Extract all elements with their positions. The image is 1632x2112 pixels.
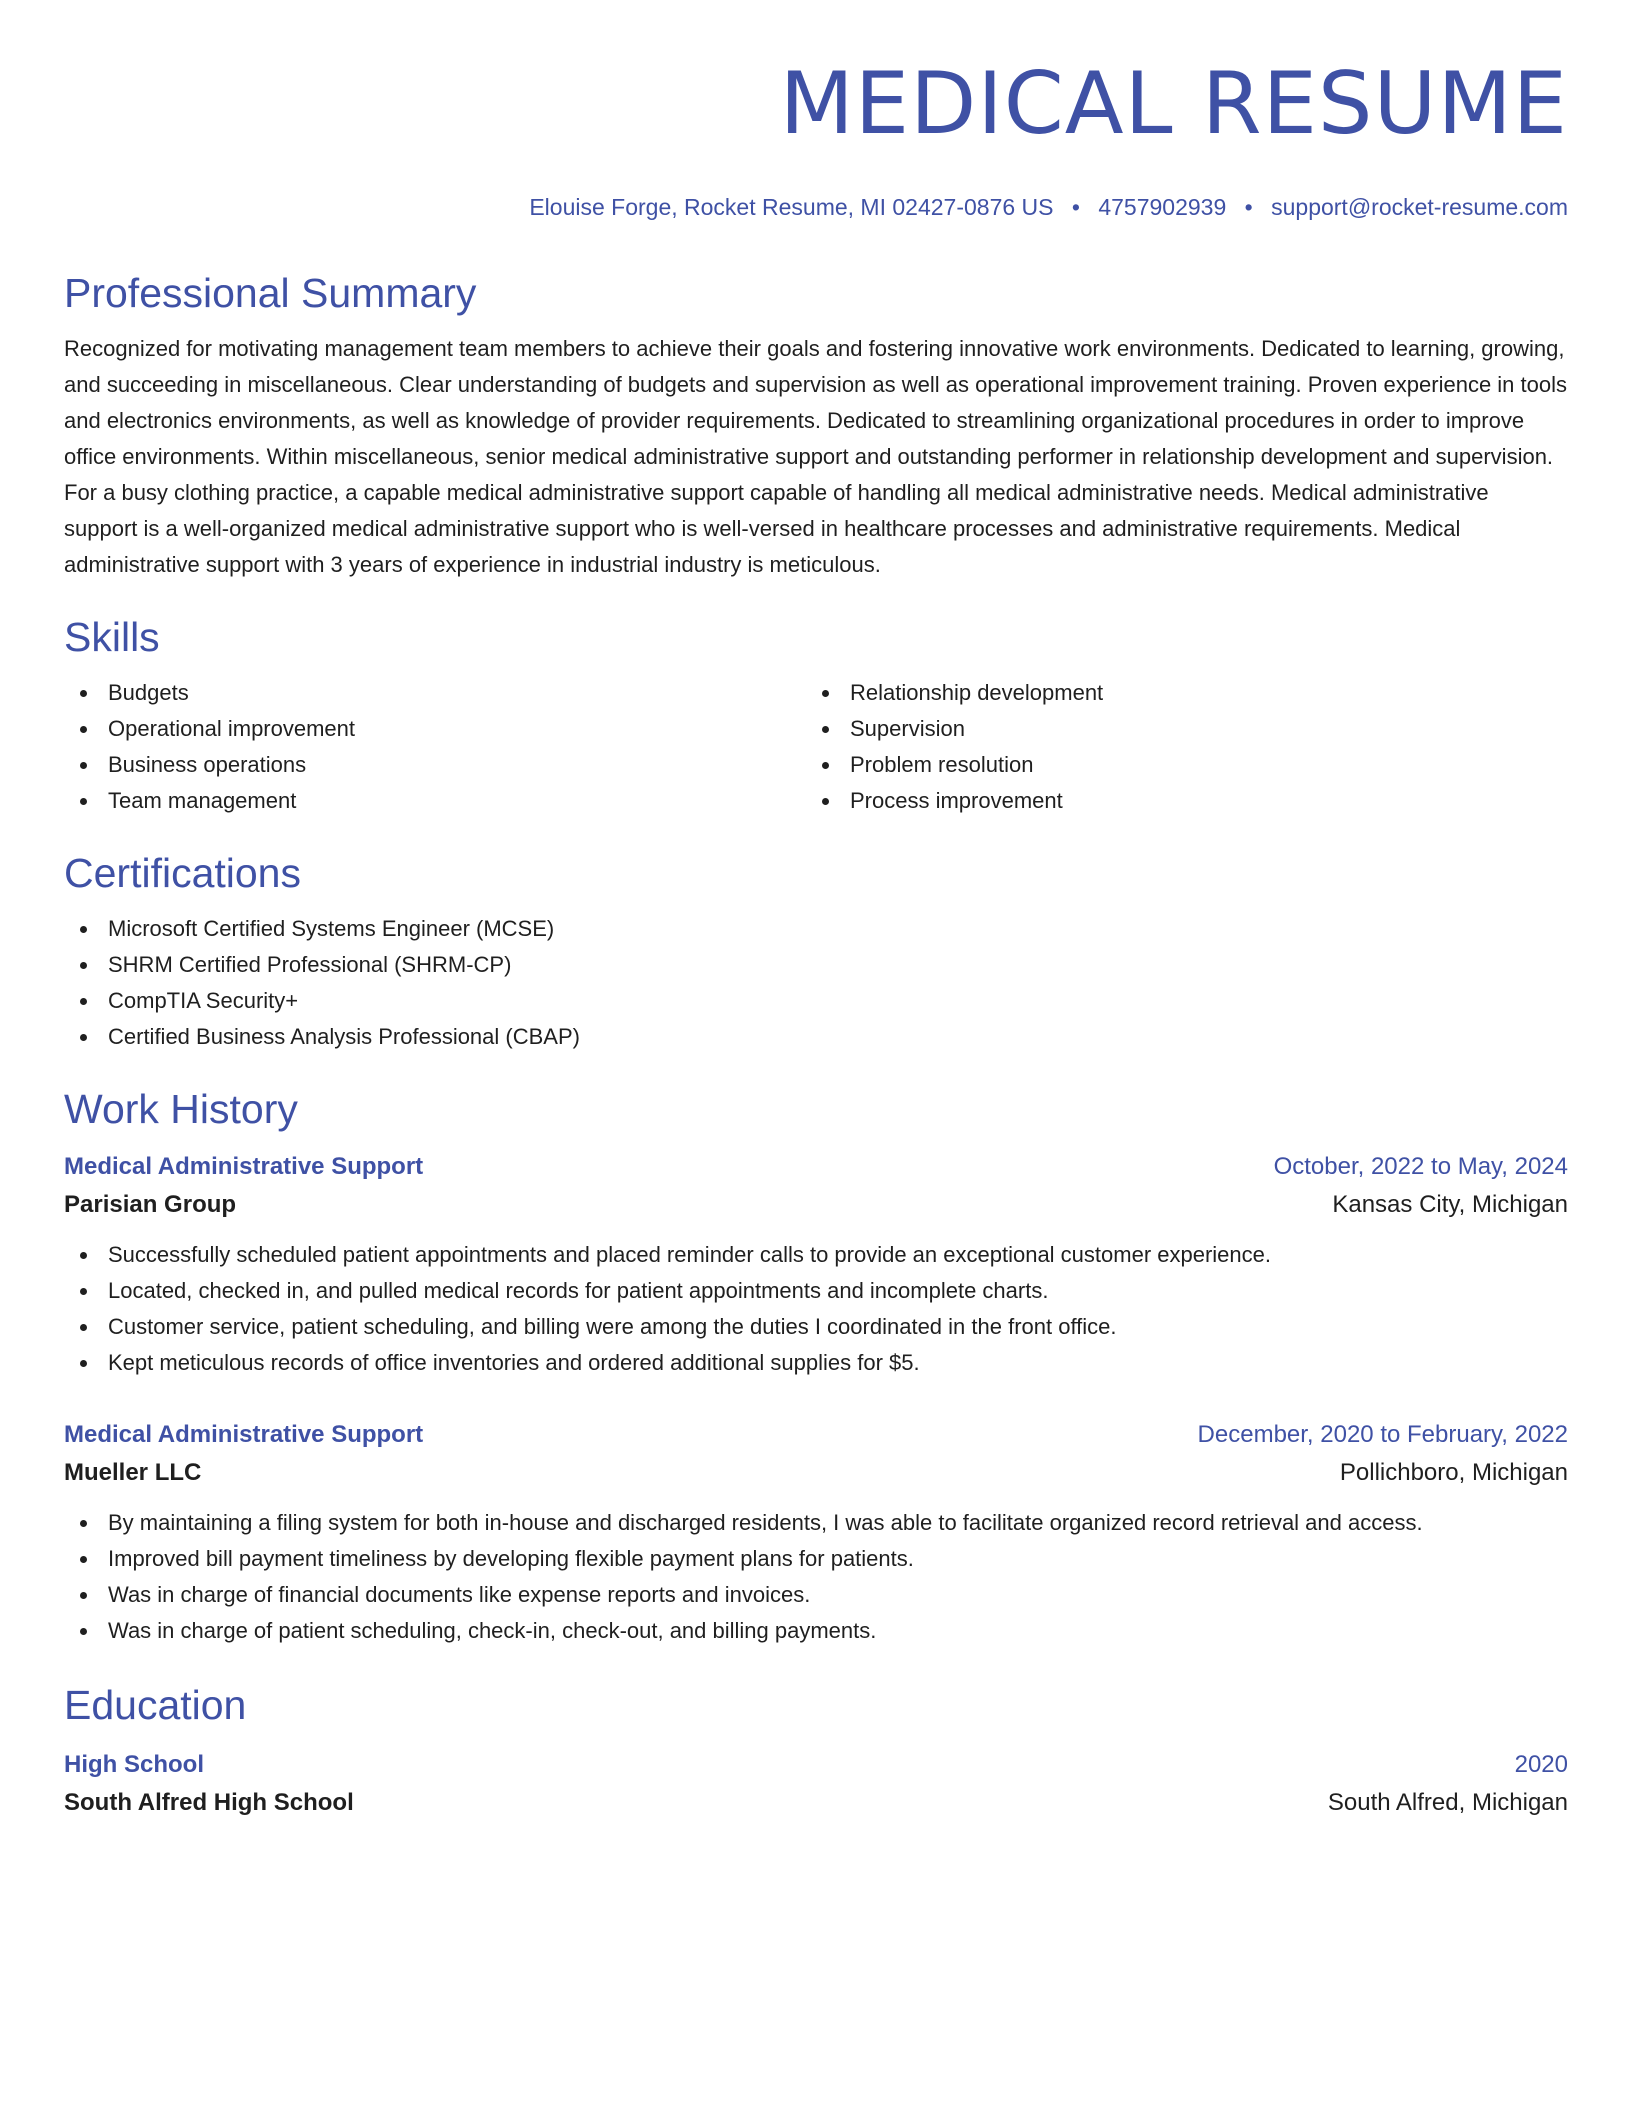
skill-item: Relationship development [806,675,1548,711]
contact-email: support@rocket-resume.com [1271,194,1568,220]
certification-item: Certified Business Analysis Professional (CBAP) [64,1019,1568,1055]
contact-line [64,194,1568,221]
contact-phone: 4757902939 [1098,194,1227,220]
job-header-row [64,1149,1568,1185]
certifications-heading: Certifications [64,850,301,896]
job-duty-item: Located, checked in, and pulled medical records for patient appointments and incomplete charts. [64,1273,1568,1309]
skill-item: Process improvement [806,783,1548,819]
education-location: South Alfred, Michigan [1327,1789,1568,1816]
job-dates: December, 2020 to February, 2022 [1197,1421,1568,1448]
skill-item: Problem resolution [806,747,1548,783]
job-location: Kansas City, Michigan [1332,1191,1568,1218]
job-duty-item: Successfully scheduled patient appointments and placed reminder calls to provide an exceptional customer experience. [64,1237,1568,1273]
education-heading: Education [64,1682,247,1728]
job-duty-item: Improved bill payment timeliness by developing flexible payment plans for patients. [64,1541,1568,1577]
education-header-row [64,1747,1568,1783]
summary-heading: Professional Summary [64,270,477,316]
skill-item: Team management [64,783,806,819]
job-company: Parisian Group [64,1191,237,1218]
job-dates: October, 2022 to May, 2024 [1273,1153,1568,1180]
skill-item: Supervision [806,711,1548,747]
job-entry [64,1417,1568,1649]
education-entry [64,1747,1568,1823]
contact-separator: • [1071,194,1080,220]
skills-list-left [64,675,806,819]
job-duty-item: Customer service, patient scheduling, and billing were among the duties I coordinated in the front office. [64,1309,1568,1345]
job-location: Pollichboro, Michigan [1339,1459,1568,1486]
certification-item: SHRM Certified Professional (SHRM-CP) [64,947,1568,983]
job-company-row [64,1453,1568,1493]
job-company: Mueller LLC [64,1459,202,1486]
education-school-row [64,1783,1568,1823]
skill-item: Business operations [64,747,806,783]
job-duty-item: Kept meticulous records of office inventories and ordered additional supplies for $5. [64,1345,1568,1381]
skills-heading: Skills [64,614,160,660]
certification-item: Microsoft Certified Systems Engineer (MCSE) [64,911,1568,947]
job-duties-list [64,1237,1568,1381]
job-duty-item: Was in charge of financial documents like expense reports and invoices. [64,1577,1568,1613]
certification-item: CompTIA Security+ [64,983,1568,1019]
job-duty-item: By maintaining a filing system for both in-house and discharged residents, I was able to facilitate organized record retrieval and access. [64,1505,1568,1541]
contact-separator: • [1244,194,1253,220]
contact-address: Elouise Forge, Rocket Resume, MI 02427-0876 US [529,194,1054,220]
skills-grid [64,675,1568,819]
job-title: Medical Administrative Support [64,1153,424,1180]
job-duty-item: Was in charge of patient scheduling, check-in, check-out, and billing payments. [64,1613,1568,1649]
job-duties-list [64,1505,1568,1649]
certifications-list [64,911,1568,1055]
job-company-row [64,1185,1568,1225]
job-entry [64,1149,1568,1381]
education-school: South Alfred High School [64,1789,354,1816]
work-history-heading: Work History [64,1086,298,1132]
skills-list-right [806,675,1548,819]
job-header-row [64,1417,1568,1453]
summary-text: Recognized for motivating management team members to achieve their goals and fostering innovative work environments. Dedicated to learning, growing, and succeeding in miscellaneous. Clear understanding of budgets and supervision as well as operational improvement training. Proven experience in tools and electronics environments, as well as knowledge of provider requirements. Dedicated to streamlining organizational procedures in order to improve office environments. Within miscellaneous, senior medical administrative support and outstanding performer in relationship development and supervision. For a busy clothing practice, a capable medical administrative support capable of handling all medical administrative needs. Medical administrative support is a well-organized medical administrative support who is well-versed in healthcare processes and administrative requirements. Medical administrative support with 3 years of experience in industrial industry is meticulous. [64,336,1567,577]
education-degree: High School [64,1751,204,1778]
skill-item: Operational improvement [64,711,806,747]
skill-item: Budgets [64,675,806,711]
resume-page [64,56,1568,1823]
resume-title: MEDICAL RESUME [779,54,1568,154]
education-year: 2020 [1514,1751,1568,1778]
job-title: Medical Administrative Support [64,1421,424,1448]
